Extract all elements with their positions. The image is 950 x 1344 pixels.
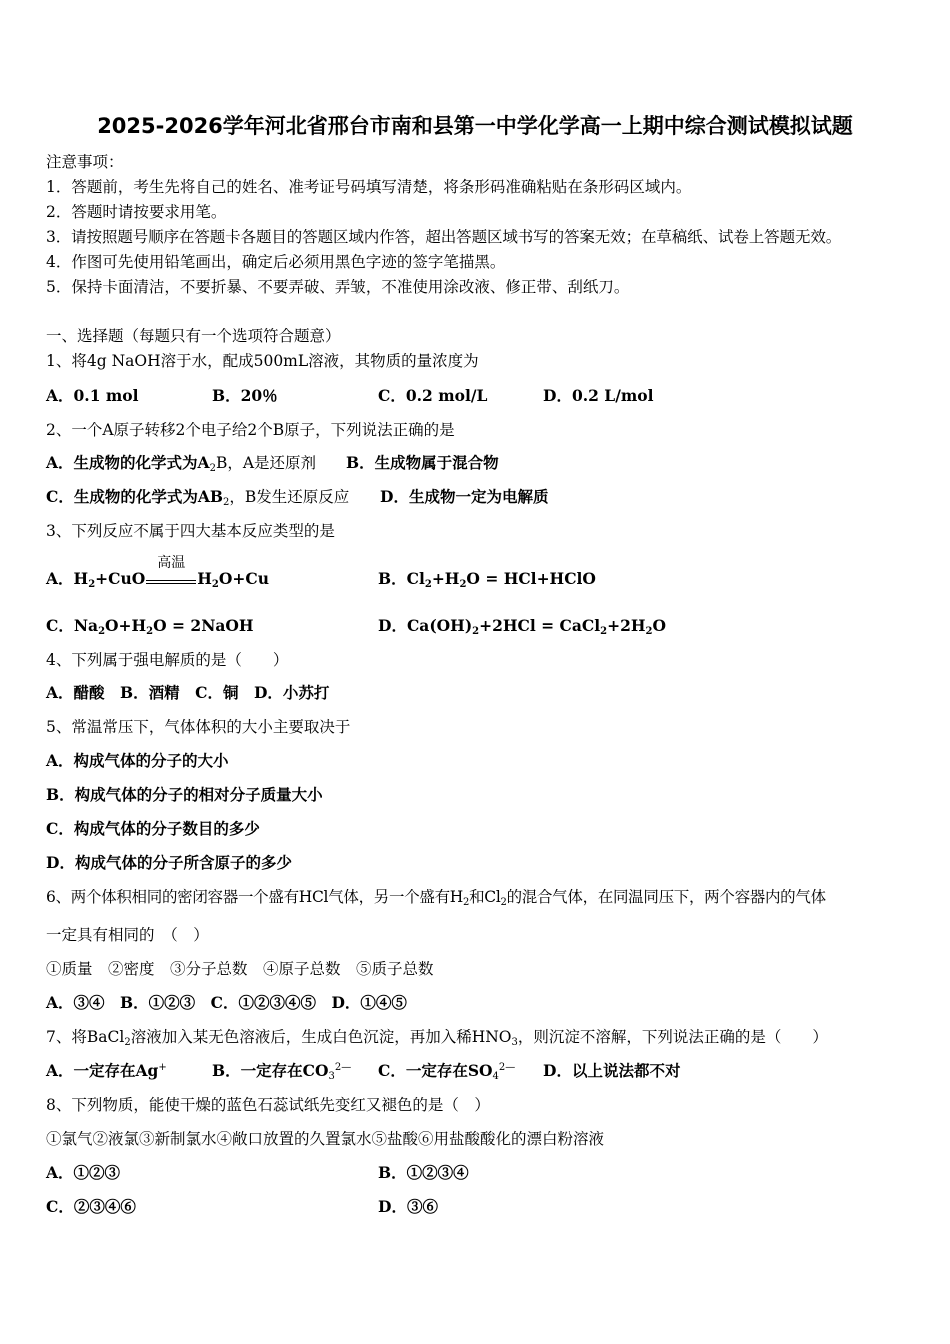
option-c-text: ，B发生还原反应 — [229, 488, 350, 506]
option-b: B．①②③④ — [378, 1163, 469, 1182]
option-c — [378, 1061, 515, 1081]
question-stem-continued: 一定具有相同的 （ ） — [46, 926, 209, 944]
notice-item: 3．请按照题号顺序在答题卡各题目的答题区域内作答，超出答题区域书写的答案无效；在草稿纸、试卷上答题无效。 — [46, 228, 842, 246]
superscript: 2— — [334, 1062, 352, 1073]
subscript: 3 — [511, 1037, 518, 1048]
formula-part: Cl — [406, 569, 425, 588]
option-a: A．①②③ — [46, 1163, 121, 1182]
option-c: C．②③④⑥ — [46, 1197, 136, 1216]
formula-part: O — [652, 616, 667, 635]
subscript: 2 — [424, 579, 432, 590]
question-stem: 8、下列物质，能使干燥的蓝色石蕊试纸先变红又褪色的是（ ） — [46, 1096, 490, 1114]
formula-part: O+Cu — [218, 569, 269, 588]
option-a-text: A．生成物的化学式为A — [46, 453, 210, 472]
formula-part: Na — [73, 616, 99, 635]
option-d — [378, 616, 666, 636]
option-b: B．生成物属于混合物 — [346, 453, 499, 472]
notice-item: 4．作图可先使用铅笔画出，确定后必须用黑色字迹的签字笔描黑。 — [46, 253, 506, 271]
formula-part: O = HCl+HClO — [466, 569, 596, 588]
option-c — [46, 616, 254, 636]
option-c: C．构成气体的分子数目的多少 — [46, 819, 260, 838]
option-label: C． — [46, 616, 74, 635]
subscript: 2 — [88, 579, 96, 590]
options-line: A．③④ B．①②③ C．①②③④⑤ D．①④⑤ — [46, 993, 407, 1012]
option-label: B． — [378, 569, 407, 588]
superscript: 2— — [498, 1062, 516, 1073]
notice-heading: 注意事项： — [46, 153, 124, 171]
options-line: A．醋酸 B．酒精 C．铜 D．小苏打 — [46, 683, 330, 702]
option-a — [46, 555, 269, 590]
option-label: D． — [378, 616, 407, 635]
option-a-text: B，A是还原剂 — [215, 454, 317, 472]
stem-text: ，则沉淀不溶解，下列说法正确的是（ ） — [517, 1028, 828, 1046]
option-d: D．0.2 L/mol — [543, 386, 654, 405]
stem-text: 和Cl — [469, 888, 501, 906]
subscript: 2 — [209, 463, 216, 474]
stem-text: 溶液加入某无色溶液后，生成白色沉淀，再加入稀HNO — [130, 1028, 512, 1046]
subscript: 3 — [328, 1071, 335, 1082]
subscript: 2 — [500, 897, 507, 908]
question-stem — [46, 1027, 828, 1047]
subscript: 2 — [98, 626, 106, 637]
stem-text: 6、两个体积相同的密闭容器一个盛有HCl气体，另一个盛有H — [46, 888, 464, 906]
formula-part: H — [73, 569, 89, 588]
option-c-text: C．生成物的化学式为AB — [46, 487, 223, 506]
subscript: 2 — [463, 897, 470, 908]
option-a-text: A．一定存在Ag — [46, 1061, 159, 1080]
option-b — [212, 1061, 351, 1081]
question-stem: 2、一个A原子转移2个电子给2个B原子，下列说法正确的是 — [46, 421, 455, 439]
option-c: C．0.2 mol/L — [378, 386, 488, 405]
formula-part: H — [197, 569, 212, 588]
subscript: 2 — [600, 626, 608, 637]
option-c-text: C．一定存在SO — [378, 1061, 493, 1080]
question-stem — [46, 887, 826, 907]
formula-part: +2HCl = CaCl — [479, 616, 601, 635]
option-a: A．构成气体的分子的大小 — [46, 751, 229, 770]
stem-text: 7、将BaCl — [46, 1028, 125, 1046]
notice-item: 5．保持卡面清洁，不要折暴、不要弄破、弄皱，不准使用涂改液、修正带、刮纸刀。 — [46, 278, 630, 296]
question-stem: 3、下列反应不属于四大基本反应类型的是 — [46, 522, 335, 540]
condition-label: 高温 — [157, 555, 186, 571]
subscript: 2 — [146, 626, 154, 637]
notice-item: 1．答题前，考生先将自己的姓名、准考证号码填写清楚，将条形码准确粘贴在条形码区域内。 — [46, 178, 692, 196]
option-label: A． — [46, 569, 74, 588]
exam-title: 2025-2026学年河北省邢台市南和县第一中学化学高一上期中综合测试模拟试题 — [97, 114, 853, 138]
option-b: B．20％ — [212, 386, 278, 405]
stem-text: 的混合气体，在同温同压下，两个容器内的气体 — [506, 888, 826, 906]
notice-item: 2．答题时请按要求用笔。 — [46, 203, 227, 221]
formula-part: O+H — [105, 616, 147, 635]
formula-part: +CuO — [95, 569, 146, 588]
formula-part: +H — [431, 569, 460, 588]
subscript: 2 — [645, 626, 653, 637]
item-list: ①氯气②液氯③新制氯水④敞口放置的久置氯水⑤盐酸⑥用盐酸酸化的漂白粉溶液 — [46, 1130, 605, 1148]
section-heading: 一、选择题（每题只有一个选项符合题意） — [46, 327, 341, 345]
formula-part: +2H — [607, 616, 646, 635]
subscript: 4 — [492, 1071, 499, 1082]
option-d: D．③⑥ — [378, 1197, 438, 1216]
subscript: 2 — [222, 497, 230, 508]
question-stem: 4、下列属于强电解质的是（ ） — [46, 651, 289, 669]
subscript: 2 — [459, 579, 467, 590]
superscript: + — [158, 1062, 167, 1073]
reaction-condition — [146, 555, 196, 584]
option-c — [46, 487, 349, 507]
subscript: 2 — [211, 579, 219, 590]
equals-bar — [146, 580, 196, 584]
option-a — [46, 453, 316, 473]
option-d: D．构成气体的分子所含原子的多少 — [46, 853, 292, 872]
option-b: B．构成气体的分子的相对分子质量大小 — [46, 785, 323, 804]
item-list: ①质量 ②密度 ③分子总数 ④原子总数 ⑤质子总数 — [46, 960, 434, 978]
option-a: A．0.1 mol — [46, 386, 139, 405]
option-b — [378, 569, 596, 589]
option-d: D．生成物一定为电解质 — [380, 487, 549, 506]
subscript: 2 — [124, 1037, 131, 1048]
option-d: D．以上说法都不对 — [543, 1061, 681, 1080]
formula-part: O = 2NaOH — [153, 616, 254, 635]
subscript: 2 — [472, 626, 480, 637]
formula-part: Ca(OH) — [406, 616, 473, 635]
question-stem: 5、常温常压下，气体体积的大小主要取决于 — [46, 718, 351, 736]
question-stem: 1、将4g NaOH溶于水，配成500mL溶液，其物质的量浓度为 — [46, 352, 479, 370]
option-a — [46, 1061, 167, 1081]
option-b-text: B．一定存在CO — [212, 1061, 329, 1080]
